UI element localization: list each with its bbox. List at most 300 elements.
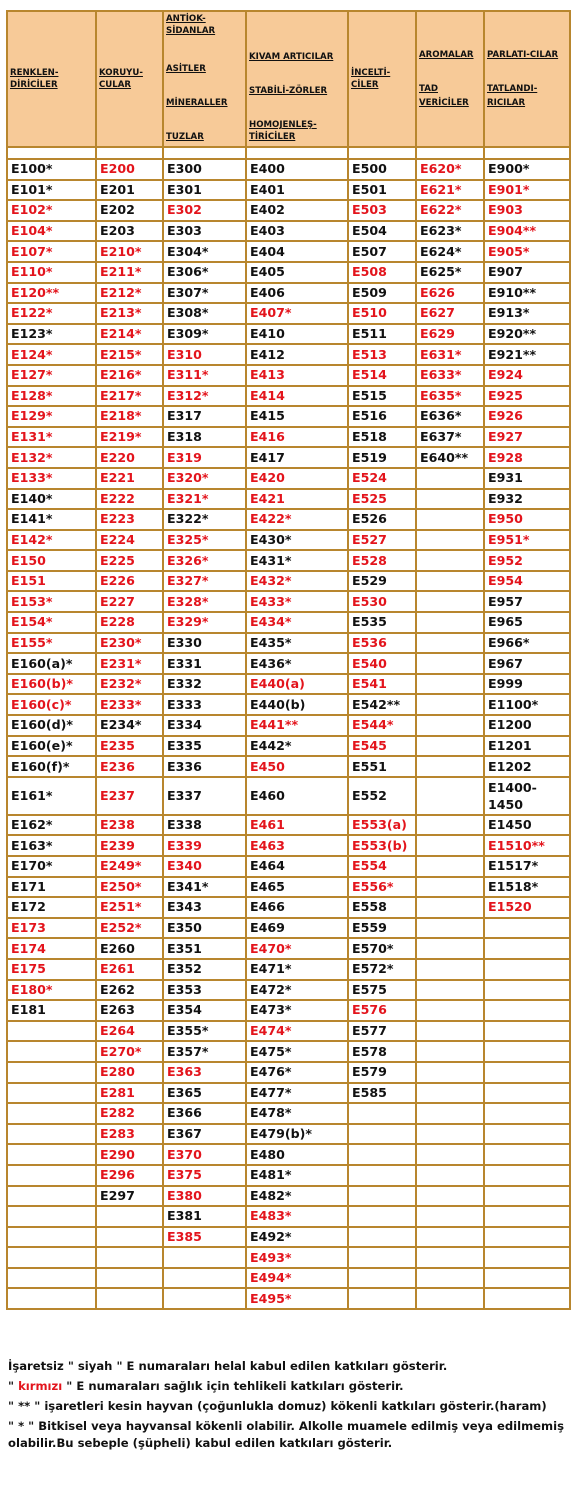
sweetener-code-cell: E952 [484, 550, 570, 571]
thickener-code-cell: E400 [246, 159, 348, 180]
antioxidant-code-cell: E335 [163, 736, 246, 757]
thinner-code-cell: E513 [348, 344, 416, 365]
empty-cell [484, 1083, 570, 1104]
colorant-code-cell: E142* [7, 530, 96, 551]
sweetener-code-cell: E924 [484, 365, 570, 386]
empty-cell [348, 1186, 416, 1207]
empty-cell [484, 1165, 570, 1186]
empty-cell [348, 1268, 416, 1289]
table-row [7, 447, 570, 468]
empty-cell [416, 633, 484, 654]
header-line: SİDANLAR [166, 26, 216, 36]
header-line: İNCELTİ- [351, 68, 391, 78]
antioxidant-code-cell: E303 [163, 221, 246, 242]
table-row [7, 756, 570, 777]
preservative-code-cell: E235 [96, 736, 163, 757]
table-row [7, 1288, 570, 1309]
preservative-code-cell: E221 [96, 468, 163, 489]
thickener-code-cell: E403 [246, 221, 348, 242]
empty-cell [416, 877, 484, 898]
thickener-code-cell: E463 [246, 835, 348, 856]
thinner-code-cell: E526 [348, 509, 416, 530]
thickener-code-cell: E433* [246, 591, 348, 612]
empty-cell [416, 1000, 484, 1021]
empty-cell [7, 1165, 96, 1186]
legend-suspicious: " * " Bitkisel veya hayvansal kökenli olabilir. Alkolle muamele edilmiş veya edilmemiş olabilir.Bu sebeple (şüpheli) kabul edilen katkıları gösterir. [8, 1419, 564, 1450]
legend-haram: " ** " işaretleri kesin hayvan (çoğunlukla domuz) kökenli katkıları gösterir.(haram) [8, 1399, 547, 1413]
empty-cell [416, 612, 484, 633]
thinner-code-cell: E559 [348, 918, 416, 939]
empty-cell [416, 489, 484, 510]
empty-cell [348, 1144, 416, 1165]
antioxidant-code-cell: E334 [163, 715, 246, 736]
table-row [7, 918, 570, 939]
empty-cell [416, 1247, 484, 1268]
table-row [7, 1103, 570, 1124]
preservative-code-cell: E224 [96, 530, 163, 551]
thinner-code-cell: E530 [348, 591, 416, 612]
colorant-code-cell: E102* [7, 200, 96, 221]
colorant-code-cell: E140* [7, 489, 96, 510]
sweetener-code-cell: E928 [484, 447, 570, 468]
thickener-code-cell: E480 [246, 1144, 348, 1165]
colorant-code-cell: E161* [7, 777, 96, 815]
table-row [7, 777, 570, 815]
flavoring-code-cell: E627 [416, 303, 484, 324]
sweetener-code-cell: E901* [484, 180, 570, 201]
table-row [7, 897, 570, 918]
thickener-code-cell: E412 [246, 344, 348, 365]
empty-cell [348, 1288, 416, 1309]
table-row [7, 324, 570, 345]
empty-cell [416, 1144, 484, 1165]
flavoring-code-cell: E625* [416, 262, 484, 283]
preservative-code-cell: E226 [96, 571, 163, 592]
sweetener-code-cell: E932 [484, 489, 570, 510]
colorant-code-cell: E175 [7, 959, 96, 980]
empty-cell [484, 938, 570, 959]
empty-cell [348, 1165, 416, 1186]
empty-cell [416, 980, 484, 1001]
e-number-table [6, 10, 571, 1310]
flavoring-code-cell: E631* [416, 344, 484, 365]
thickener-code-cell: E469 [246, 918, 348, 939]
antioxidant-code-cell: E317 [163, 406, 246, 427]
thickener-code-cell: E406 [246, 283, 348, 304]
flavoring-code-cell: E622* [416, 200, 484, 221]
flavoring-code-cell: E635* [416, 386, 484, 407]
preservative-code-cell: E218* [96, 406, 163, 427]
colorant-code-cell: E141* [7, 509, 96, 530]
table-row [7, 959, 570, 980]
preservative-code-cell: E217* [96, 386, 163, 407]
antioxidant-code-cell: E355* [163, 1021, 246, 1042]
table-row [7, 1021, 570, 1042]
thickener-code-cell: E494* [246, 1268, 348, 1289]
thinner-code-cell: E528 [348, 550, 416, 571]
empty-cell [484, 1268, 570, 1289]
sweetener-code-cell: E1510** [484, 835, 570, 856]
empty-cell [416, 918, 484, 939]
thinner-code-cell: E525 [348, 489, 416, 510]
preservative-code-cell: E280 [96, 1062, 163, 1083]
flavoring-code-cell: E626 [416, 283, 484, 304]
empty-cell [416, 1227, 484, 1248]
empty-cell [96, 1288, 163, 1309]
antioxidant-code-cell: E319 [163, 447, 246, 468]
sweetener-code-cell: E950 [484, 509, 570, 530]
antioxidant-code-cell: E353 [163, 980, 246, 1001]
sweetener-code-cell: E1201 [484, 736, 570, 757]
header-line: CULAR [99, 80, 132, 90]
antioxidant-code-cell: E340 [163, 856, 246, 877]
antioxidant-code-cell: E307* [163, 283, 246, 304]
antioxidant-code-cell: E330 [163, 633, 246, 654]
thickener-code-cell: E401 [246, 180, 348, 201]
preservative-code-cell: E281 [96, 1083, 163, 1104]
flavoring-code-cell: E637* [416, 427, 484, 448]
thickener-code-cell: E404 [246, 241, 348, 262]
antioxidant-code-cell: E312* [163, 386, 246, 407]
empty-cell [416, 897, 484, 918]
table-row [7, 365, 570, 386]
empty-cell [416, 777, 484, 815]
empty-cell [7, 1186, 96, 1207]
preservative-code-cell: E227 [96, 591, 163, 612]
header-line: RICILAR [487, 98, 526, 108]
header-line: KIVAM ARTICILAR [249, 52, 334, 62]
thickener-code-cell: E476* [246, 1062, 348, 1083]
thinner-code-cell: E524 [348, 468, 416, 489]
thinner-code-cell: E514 [348, 365, 416, 386]
colorant-code-cell: E104* [7, 221, 96, 242]
header-antioxidants [163, 11, 246, 147]
antioxidant-code-cell: E326* [163, 550, 246, 571]
empty-cell [7, 1144, 96, 1165]
flavoring-code-cell: E629 [416, 324, 484, 345]
colorant-code-cell: E132* [7, 447, 96, 468]
colorant-code-cell: E170* [7, 856, 96, 877]
empty-cell [416, 550, 484, 571]
empty-cell [96, 1206, 163, 1227]
empty-cell [416, 815, 484, 836]
empty-cell [484, 1288, 570, 1309]
thinner-code-cell: E536 [348, 633, 416, 654]
empty-cell [7, 1247, 96, 1268]
table-row [7, 262, 570, 283]
preservative-code-cell: E225 [96, 550, 163, 571]
empty-cell [484, 918, 570, 939]
thickener-code-cell: E402 [246, 200, 348, 221]
thickener-code-cell: E479(b)* [246, 1124, 348, 1145]
table-row [7, 1165, 570, 1186]
colorant-code-cell: E129* [7, 406, 96, 427]
table-row [7, 856, 570, 877]
empty-cell [348, 1124, 416, 1145]
empty-cell [348, 1103, 416, 1124]
thickener-code-cell: E432* [246, 571, 348, 592]
colorant-code-cell: E172 [7, 897, 96, 918]
flavoring-code-cell: E636* [416, 406, 484, 427]
thickener-code-cell: E422* [246, 509, 348, 530]
header-thickeners [246, 11, 348, 147]
sweetener-code-cell: E999 [484, 674, 570, 695]
table-row [7, 1144, 570, 1165]
antioxidant-code-cell: E366 [163, 1103, 246, 1124]
empty-cell [416, 856, 484, 877]
thinner-code-cell: E541 [348, 674, 416, 695]
thinner-code-cell: E544* [348, 715, 416, 736]
colorant-code-cell: E124* [7, 344, 96, 365]
empty-cell [7, 1268, 96, 1289]
thinner-code-cell: E507 [348, 241, 416, 262]
antioxidant-code-cell: E337 [163, 777, 246, 815]
sweetener-code-cell: E1520 [484, 897, 570, 918]
preservative-code-cell: E219* [96, 427, 163, 448]
header-line: MİNERALLER [166, 98, 228, 108]
preservative-code-cell: E200 [96, 159, 163, 180]
thickener-code-cell: E413 [246, 365, 348, 386]
colorant-code-cell: E173 [7, 918, 96, 939]
empty-cell [7, 1227, 96, 1248]
empty-cell [7, 1021, 96, 1042]
antioxidant-code-cell: E311* [163, 365, 246, 386]
thinner-code-cell: E535 [348, 612, 416, 633]
antioxidant-code-cell: E301 [163, 180, 246, 201]
table-row [7, 674, 570, 695]
table-row [7, 1124, 570, 1145]
empty-cell [416, 959, 484, 980]
colorant-code-cell: E107* [7, 241, 96, 262]
preservative-code-cell: E234* [96, 715, 163, 736]
preservative-code-cell: E282 [96, 1103, 163, 1124]
thickener-code-cell: E442* [246, 736, 348, 757]
thinner-code-cell: E554 [348, 856, 416, 877]
empty-cell [416, 1083, 484, 1104]
colorant-code-cell: E110* [7, 262, 96, 283]
antioxidant-code-cell: E327* [163, 571, 246, 592]
colorant-code-cell: E120** [7, 283, 96, 304]
colorant-code-cell: E100* [7, 159, 96, 180]
table-row [7, 283, 570, 304]
empty-cell [484, 1041, 570, 1062]
preservative-code-cell: E297 [96, 1186, 163, 1207]
preservative-code-cell: E210* [96, 241, 163, 262]
table-row [7, 427, 570, 448]
antioxidant-code-cell: E302 [163, 200, 246, 221]
colorant-code-cell: E122* [7, 303, 96, 324]
empty-cell [416, 1165, 484, 1186]
flavoring-code-cell: E621* [416, 180, 484, 201]
sweetener-code-cell: E1518* [484, 877, 570, 898]
antioxidant-code-cell: E331 [163, 653, 246, 674]
preservative-code-cell: E232* [96, 674, 163, 695]
empty-cell [416, 1206, 484, 1227]
antioxidant-code-cell: E333 [163, 694, 246, 715]
header-line: RENKLEN- [10, 68, 59, 78]
table-row [7, 1206, 570, 1227]
preservative-code-cell: E222 [96, 489, 163, 510]
thickener-code-cell: E420 [246, 468, 348, 489]
thinner-code-cell: E542** [348, 694, 416, 715]
thickener-code-cell: E440(a) [246, 674, 348, 695]
flavoring-code-cell: E623* [416, 221, 484, 242]
legend-quote: " [8, 1379, 19, 1393]
table-row [7, 200, 570, 221]
antioxidant-code-cell: E320* [163, 468, 246, 489]
preservative-code-cell: E249* [96, 856, 163, 877]
thinner-code-cell: E510 [348, 303, 416, 324]
table-row [7, 530, 570, 551]
empty-cell [484, 1103, 570, 1124]
thinner-code-cell: E500 [348, 159, 416, 180]
sweetener-code-cell: E1202 [484, 756, 570, 777]
colorant-code-cell: E160(a)* [7, 653, 96, 674]
table-body [7, 159, 570, 1309]
antioxidant-code-cell: E332 [163, 674, 246, 695]
sweetener-code-cell: E967 [484, 653, 570, 674]
flavoring-code-cell: E624* [416, 241, 484, 262]
thinner-code-cell: E511 [348, 324, 416, 345]
preservative-code-cell: E214* [96, 324, 163, 345]
thinner-code-cell: E519 [348, 447, 416, 468]
empty-cell [7, 1103, 96, 1124]
sweetener-code-cell: E1200 [484, 715, 570, 736]
table-row [7, 612, 570, 633]
thickener-code-cell: E450 [246, 756, 348, 777]
thickener-code-cell: E492* [246, 1227, 348, 1248]
preservative-code-cell: E236 [96, 756, 163, 777]
empty-cell [416, 468, 484, 489]
sweetener-code-cell: E1517* [484, 856, 570, 877]
antioxidant-code-cell: E365 [163, 1083, 246, 1104]
empty-cell [7, 1041, 96, 1062]
antioxidant-code-cell: E300 [163, 159, 246, 180]
empty-cell [416, 736, 484, 757]
table-row [7, 571, 570, 592]
sweetener-code-cell: E954 [484, 571, 570, 592]
thinner-code-cell: E578 [348, 1041, 416, 1062]
colorant-code-cell: E160(b)* [7, 674, 96, 695]
table-row [7, 736, 570, 757]
thinner-code-cell: E579 [348, 1062, 416, 1083]
antioxidant-code-cell: E375 [163, 1165, 246, 1186]
preservative-code-cell: E233* [96, 694, 163, 715]
thinner-code-cell: E556* [348, 877, 416, 898]
colorant-code-cell: E171 [7, 877, 96, 898]
antioxidant-code-cell: E370 [163, 1144, 246, 1165]
sweetener-code-cell: E920** [484, 324, 570, 345]
table-row [7, 694, 570, 715]
sweetener-code-cell: E921** [484, 344, 570, 365]
thickener-code-cell: E481* [246, 1165, 348, 1186]
thickener-code-cell: E440(b) [246, 694, 348, 715]
colorant-code-cell: E160(e)* [7, 736, 96, 757]
header-colorants [7, 11, 96, 147]
thickener-code-cell: E477* [246, 1083, 348, 1104]
spacer-row [7, 147, 570, 159]
header-line: DİRİCİLER [10, 80, 58, 90]
empty-cell [416, 938, 484, 959]
empty-cell [484, 1227, 570, 1248]
thickener-code-cell: E464 [246, 856, 348, 877]
flavoring-code-cell: E633* [416, 365, 484, 386]
table-row [7, 591, 570, 612]
empty-cell [96, 1227, 163, 1248]
empty-cell [484, 1186, 570, 1207]
empty-cell [416, 530, 484, 551]
antioxidant-code-cell: E385 [163, 1227, 246, 1248]
antioxidant-code-cell: E321* [163, 489, 246, 510]
empty-cell [416, 1288, 484, 1309]
preservative-code-cell: E239 [96, 835, 163, 856]
table-row [7, 1041, 570, 1062]
empty-cell [416, 571, 484, 592]
empty-cell [7, 1124, 96, 1145]
preservative-code-cell: E263 [96, 1000, 163, 1021]
antioxidant-code-cell: E310 [163, 344, 246, 365]
preservative-code-cell: E260 [96, 938, 163, 959]
preservative-code-cell: E203 [96, 221, 163, 242]
sweetener-code-cell: E925 [484, 386, 570, 407]
antioxidant-code-cell: E381 [163, 1206, 246, 1227]
header-line: TUZLAR [166, 132, 204, 142]
preservative-code-cell: E228 [96, 612, 163, 633]
empty-cell [416, 1103, 484, 1124]
empty-cell [484, 1206, 570, 1227]
header-preservatives [96, 11, 163, 147]
table-row [7, 1083, 570, 1104]
header-line: TİRİCİLER [249, 132, 296, 142]
preservative-code-cell: E296 [96, 1165, 163, 1186]
colorant-code-cell: E128* [7, 386, 96, 407]
empty-cell [416, 509, 484, 530]
empty-cell [484, 1247, 570, 1268]
thinner-code-cell: E518 [348, 427, 416, 448]
antioxidant-code-cell: E341* [163, 877, 246, 898]
table-row [7, 509, 570, 530]
preservative-code-cell: E223 [96, 509, 163, 530]
table-row [7, 938, 570, 959]
colorant-code-cell: E163* [7, 835, 96, 856]
preservative-code-cell: E220 [96, 447, 163, 468]
colorant-code-cell: E160(c)* [7, 694, 96, 715]
table-row [7, 1247, 570, 1268]
antioxidant-code-cell: E304* [163, 241, 246, 262]
table-row [7, 159, 570, 180]
thickener-code-cell: E466 [246, 897, 348, 918]
empty-cell [484, 1000, 570, 1021]
thickener-code-cell: E465 [246, 877, 348, 898]
table-row [7, 877, 570, 898]
thickener-code-cell: E414 [246, 386, 348, 407]
sweetener-code-cell: E1100* [484, 694, 570, 715]
empty-cell [96, 1268, 163, 1289]
empty-cell [7, 1083, 96, 1104]
thickener-code-cell: E431* [246, 550, 348, 571]
sweetener-code-cell: E1450 [484, 815, 570, 836]
antioxidant-code-cell: E343 [163, 897, 246, 918]
thickener-code-cell: E460 [246, 777, 348, 815]
colorant-code-cell: E133* [7, 468, 96, 489]
thinner-code-cell: E509 [348, 283, 416, 304]
antioxidant-code-cell: E306* [163, 262, 246, 283]
preservative-code-cell: E216* [96, 365, 163, 386]
table-row [7, 633, 570, 654]
thickener-code-cell: E441** [246, 715, 348, 736]
preservative-code-cell: E290 [96, 1144, 163, 1165]
sweetener-code-cell: E905* [484, 241, 570, 262]
